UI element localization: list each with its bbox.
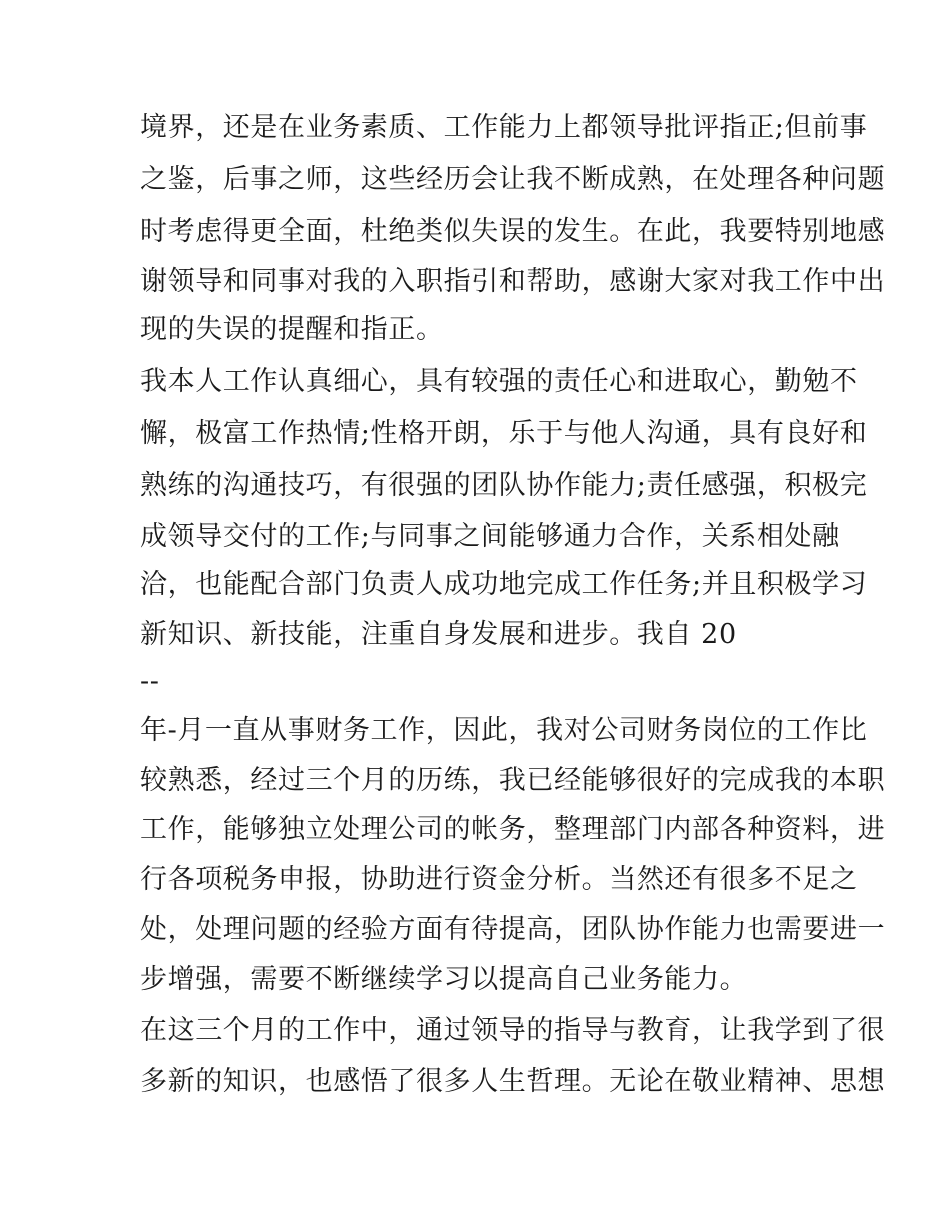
text-line: 步增强，需要不断继续学习以提高自己业务能力。 bbox=[140, 964, 748, 995]
text-line: 熟练的沟通技巧，有很强的团队协作能力;责任感强，积极完 bbox=[140, 470, 868, 501]
text-line: 在这三个月的工作中，通过领导的指导与教育，让我学到了很 bbox=[140, 1015, 886, 1046]
text-line: 之鉴，后事之师，这些经历会让我不断成熟，在处理各种问题 bbox=[140, 164, 886, 195]
text-line: 我本人工作认真细心，具有较强的责任心和进取心，勤勉不 bbox=[140, 366, 858, 397]
text-line: 时考虑得更全面，杜绝类似失误的发生。在此，我要特别地感 bbox=[140, 216, 886, 247]
text-line: 新知识、新技能，注重自身发展和进步。我自 20 bbox=[140, 619, 737, 650]
text-line: 较熟悉，经过三个月的历练，我已经能够很好的完成我的本职 bbox=[140, 765, 886, 796]
text-line: -- bbox=[140, 666, 160, 697]
text-line: 谢领导和同事对我的入职指引和帮助，感谢大家对我工作中出 bbox=[140, 266, 886, 297]
text-line: 洽，也能配合部门负责人成功地完成工作任务;并且积极学习 bbox=[140, 569, 868, 600]
text-line: 成领导交付的工作;与同事之间能够通力合作，关系相处融 bbox=[140, 521, 840, 552]
text-line: 年-月一直从事财务工作，因此，我对公司财务岗位的工作比 bbox=[140, 715, 868, 746]
text-line: 行各项税务申报，协助进行资金分析。当然还有很多不足之 bbox=[140, 864, 858, 895]
text-line: 多新的知识，也感悟了很多人生哲理。无论在敬业精神、思想 bbox=[140, 1066, 886, 1097]
text-line: 现的失误的提醒和指正。 bbox=[140, 314, 444, 345]
text-line: 处，处理问题的经验方面有待提高，团队协作能力也需要进一 bbox=[140, 914, 886, 945]
text-line: 懈，极富工作热情;性格开朗，乐于与他人沟通，具有良好和 bbox=[140, 418, 868, 449]
text-line: 境界，还是在业务素质、工作能力上都领导批评指正;但前事 bbox=[140, 112, 868, 143]
text-line: 工作，能够独立处理公司的帐务，整理部门内部各种资料，进 bbox=[140, 814, 886, 845]
